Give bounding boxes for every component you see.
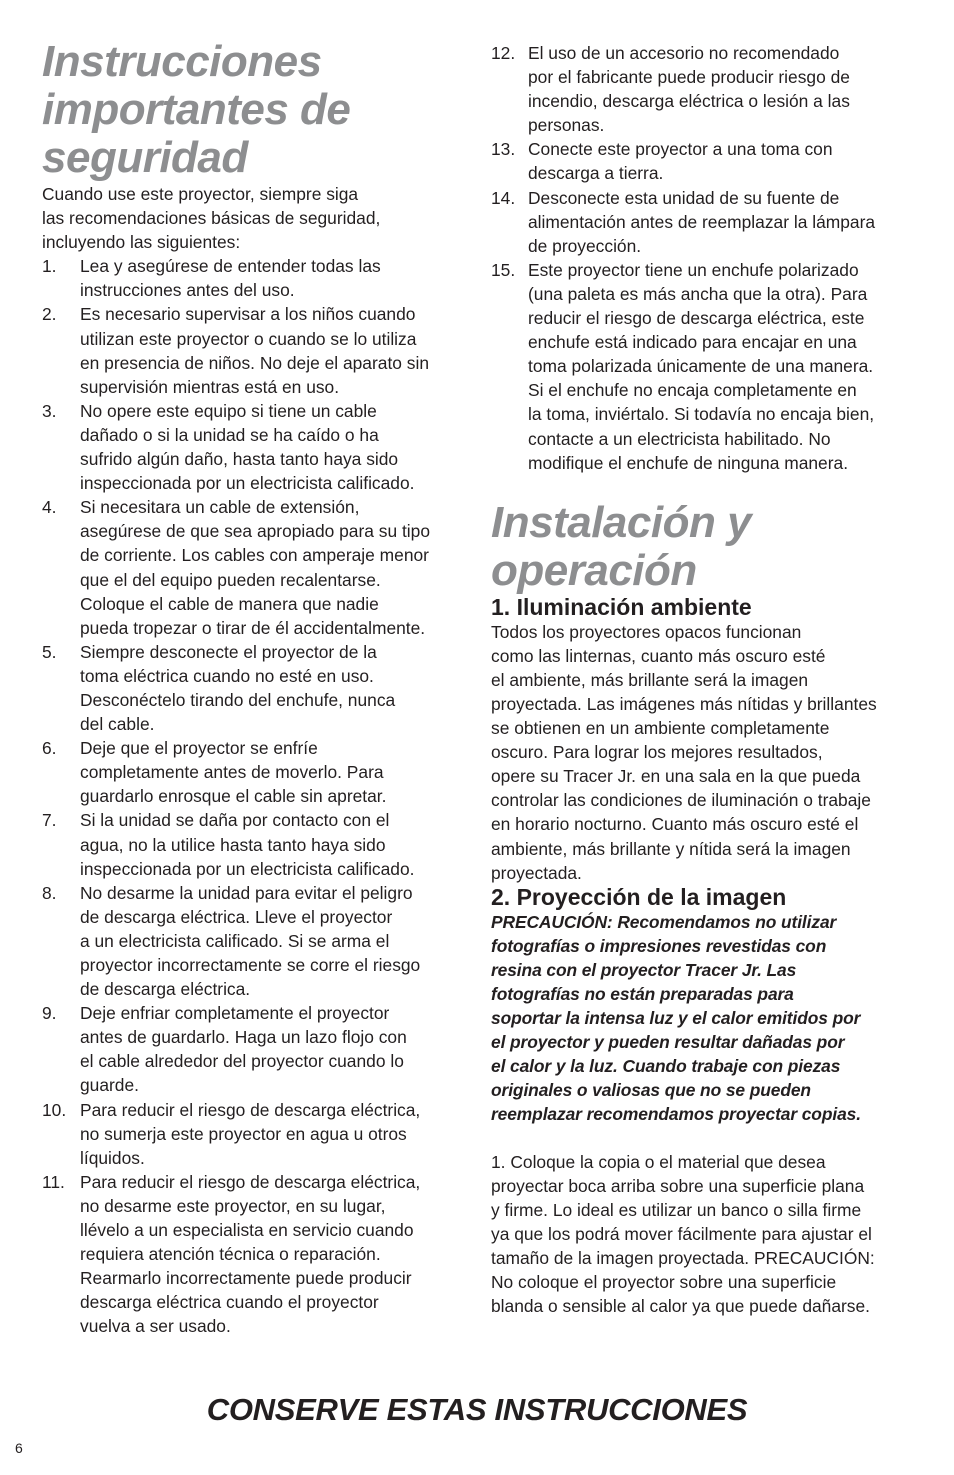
list-item [42, 1001, 466, 1097]
list-item-number: 4. [42, 497, 57, 518]
list-item [42, 881, 466, 1001]
list-item [491, 186, 915, 258]
safety-title [42, 38, 466, 182]
list-item [42, 399, 466, 495]
list-item-text: Deje que el proyector se enfríe completamente antes de moverlo. Para guardarlo enrosque el cable sin apretar. [80, 738, 387, 807]
safety-list [42, 254, 466, 1338]
keep-instructions-footer: CONSERVE ESTAS INSTRUCCIONES [206, 1392, 748, 1427]
ambient-lighting-text: Todos los proyectores opacos funcionan como las linternas, cuanto más oscuro esté el ambiente, más brillante será la imagen proyectada. Las imágenes más nítidas y brillantes se obtienen en un ambiente completamente oscuro. Para lograr los mejores resultados, opere su Tracer Jr. en una sala en la que pueda controlar las condiciones de iluminación o trabaje en horario nocturno. Cuanto más oscuro esté el ambiente, más brillante y nítida será la imagen proyectada. [491, 621, 877, 883]
step-1-text: 1. Coloque la copia o el material que desea proyectar boca arriba sobre una superficie plana y firme. Lo ideal es utilizar un banco o silla firme ya que los podrá mover fácilmente para ajustar el tamaño de la imagen proyectada. PRECAUCIÓN: No coloque el proyector sobre una superficie blanda o sensible al calor ya que puede dañarse. [491, 1151, 875, 1317]
list-item [42, 808, 466, 880]
list-item-text: Para reducir el riesgo de descarga eléctrica, no desarme este proyector, en su lugar, llévelo a un especialista en servicio cuando requiera atención técnica o reparación. Rearmarlo incorrectamente puede producir descarga eléctrica cuando el proyector vuelva a ser usado. [80, 1171, 421, 1337]
list-item-number: 14. [491, 187, 516, 208]
list-item-number: 9. [42, 1003, 57, 1024]
page-number: 6 [15, 1440, 23, 1456]
safety-list-continued [491, 41, 915, 475]
list-item-number: 3. [42, 400, 57, 421]
list-item [491, 41, 915, 137]
list-item-number: 8. [42, 882, 57, 903]
list-item [42, 495, 466, 640]
safety-intro: Cuando use este proyector, siempre siga las recomendaciones básicas de seguridad, incluyendo las siguientes: [42, 184, 381, 253]
list-item-text: Este proyector tiene un enchufe polarizado (una paleta es más ancha que la otra). Para reducir el riesgo de descarga eléctrica, este enchufe está indicado para encajar en una toma polarizada únicamente de una manera. Si el enchufe no encaja completamente en la toma, inviértalo. Si todavía no encaja bien, contacte a un electricista habilitado. No modifique el enchufe de ninguna manera. [528, 259, 875, 473]
list-item-number: 2. [42, 304, 57, 325]
list-item [42, 640, 466, 736]
list-item-text: Si necesitara un cable de extensión, asegúrese de que sea apropiado para su tipo de corriente. Los cables con amperaje menor que el del equipo pueden recalentarse. Coloque el cable de manera que nadie pueda tropezar o tirar de él accidentalmente. [80, 497, 431, 638]
list-item-text: Siempre desconecte el proyector de la toma eléctrica cuando no esté en uso. Desconéctelo tirando del enchufe, nunca del cable. [80, 641, 396, 735]
list-item-text: Conecte este proyector a una toma con descarga a tierra. [528, 139, 833, 184]
list-item-text: No opere este equipo si tiene un cable dañado o si la unidad se ha caído o ha sufrido algún daño, hasta tanto haya sido inspeccionada por un electricista calificado. [80, 400, 415, 494]
list-item [42, 1098, 466, 1170]
list-item-text: El uso de un accesorio no recomendado por el fabricante puede producir riesgo de incendio, descarga eléctrica o lesión a las personas. [528, 43, 850, 136]
left-column [42, 0, 466, 1339]
installation-title [491, 499, 915, 595]
list-item-number: 10. [42, 1099, 67, 1120]
list-item-number: 1. [42, 256, 57, 277]
list-item [491, 258, 915, 475]
list-item-text: Es necesario supervisar a los niños cuando utilizan este proyector o cuando se lo utiliza en presencia de niños. No deje el aparato sin supervisión mientras está en uso. [80, 304, 430, 397]
caution-text: PRECAUCIÓN: Recomendamos no utilizar fotografías o impresiones revestidas con resina con el proyector Tracer Jr. Las fotografías no están preparadas para soportar la intensa luz y el calor emitidos por el proyector y pueden resultar dañadas por el calor y la luz. Cuando trabaje con piezas originales o valiosas que no se pueden reemplazar recomendamos proyectar copias. [491, 911, 861, 1125]
image-projection-heading: 2. Proyección de la imagen [491, 883, 787, 910]
ambient-lighting-heading: 1. Iluminación ambiente [491, 593, 752, 620]
list-item-text: Deje enfriar completamente el proyector antes de guardarlo. Haga un lazo flojo con el cable alrededor del proyector cuando lo guarde. [80, 1003, 407, 1096]
list-item-number: 7. [42, 810, 57, 831]
list-item-text: Lea y asegúrese de entender todas las instrucciones antes del uso. [80, 256, 381, 301]
list-item-text: Si la unidad se daña por contacto con el agua, no la utilice hasta tanto haya sido inspeccionada por un electricista calificado. [80, 810, 415, 879]
right-column [491, 0, 915, 1336]
list-item [42, 1170, 466, 1339]
list-item-number: 6. [42, 738, 57, 759]
list-item-number: 15. [491, 259, 516, 280]
list-item-text: Para reducir el riesgo de descarga eléctrica, no sumerja este proyector en agua u otros líquidos. [80, 1099, 421, 1168]
list-item-number: 12. [491, 43, 516, 63]
safety-title-text: Instrucciones importantes de seguridad [42, 37, 351, 182]
installation-title-text: Instalación y operación [491, 497, 752, 595]
list-item-text: Desconecte esta unidad de su fuente de alimentación antes de reemplazar la lámpara de proyección. [528, 187, 876, 256]
list-item-number: 5. [42, 641, 57, 662]
list-item [42, 736, 466, 808]
list-item-number: 13. [491, 139, 516, 160]
list-item-number: 11. [42, 1171, 65, 1192]
list-item-text: No desarme la unidad para evitar el peligro de descarga eléctrica. Lleve el proyector a un electricista calificado. Si se arma el proyector incorrectamente se corre el riesgo de descarga eléctrica. [80, 882, 421, 1000]
list-item [42, 302, 466, 398]
list-item [491, 137, 915, 185]
list-item [42, 254, 466, 302]
